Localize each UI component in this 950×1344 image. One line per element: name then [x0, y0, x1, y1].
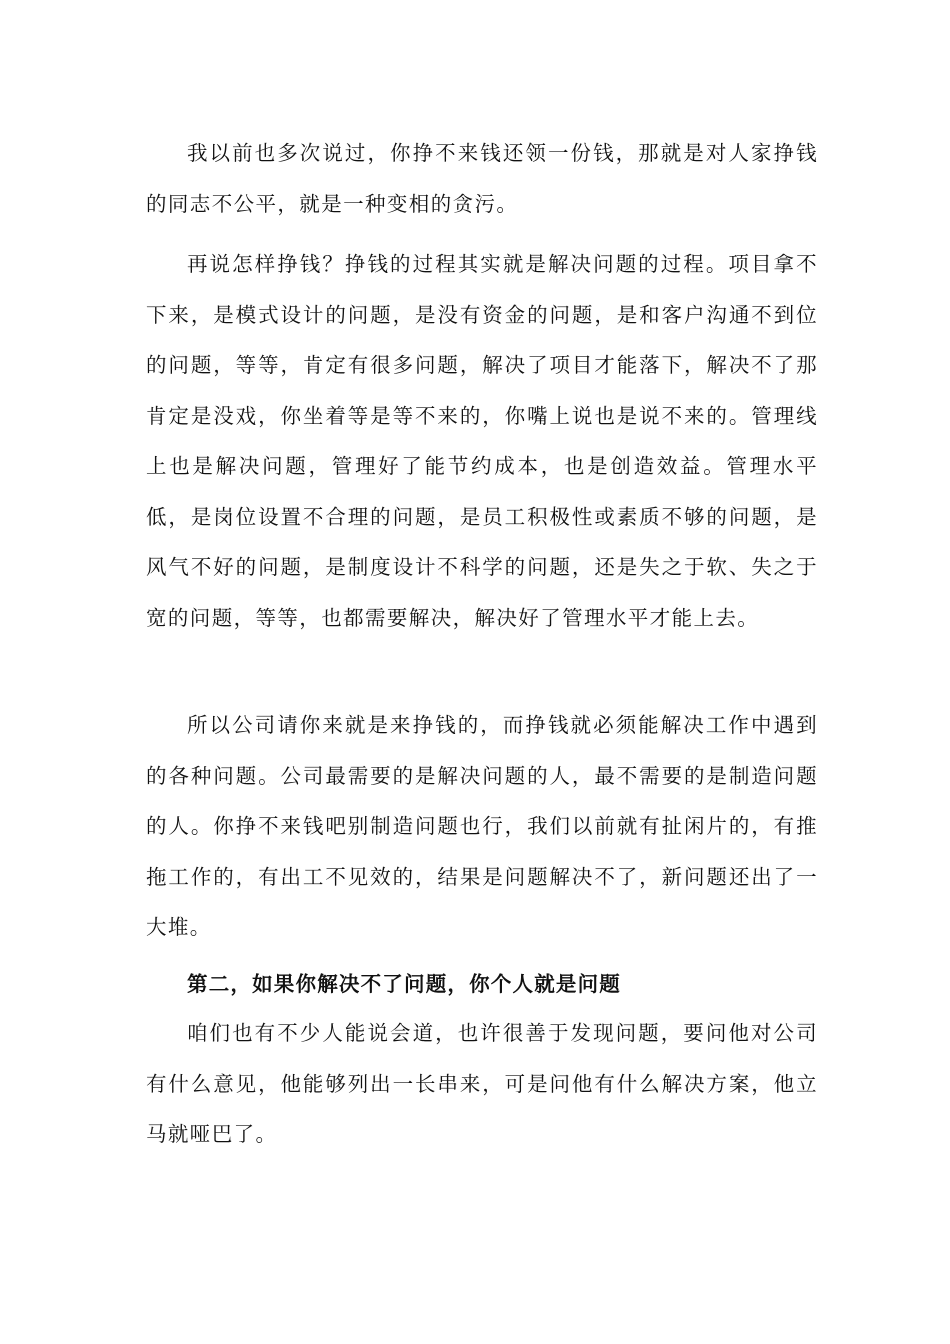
paragraph-talkers: 咱们也有不少人能说会道，也许很善于发现问题，要问他对公司有什么意见，他能够列出一长串来，可是问他有什么解决方案，他立马就哑巴了。: [146, 1021, 818, 1146]
paragraph-earning-money: 再说怎样挣钱？挣钱的过程其实就是解决问题的过程。项目拿不下来，是模式设计的问题，是没有资金的问题，是和客户沟通不到位的问题，等等，肯定有很多问题，解决了项目才能落下，解决不了那肯定是没戏，你坐着等是等不来的，你嘴上说也是说不来的。管理线上也是解决问题，管理好了能节约成本，也是创造效益。管理水平低，是岗位设置不合理的问题，是员工积极性或素质不够的问题，是风气不好的问题，是制度设计不科学的问题，还是失之于软、失之于宽的问题，等等，也都需要解决，解决好了管理水平才能上去。: [146, 252, 818, 630]
section-heading-second: 第二，如果你解决不了问题，你个人就是问题: [187, 972, 621, 996]
paragraph-company-needs: 所以公司请你来就是来挣钱的，而挣钱就必须能解决工作中遇到的各种问题。公司最需要的是解决问题的人，最不需要的是制造问题的人。你挣不来钱吧别制造问题也行，我们以前就有扯闲片的，有推拖工作的，有出工不见效的，结果是问题解决不了，新问题还出了一大堆。: [146, 713, 818, 939]
paragraph-fairness: 我以前也多次说过，你挣不来钱还领一份钱，那就是对人家挣钱的同志不公平，就是一种变相的贪污。: [146, 141, 818, 216]
